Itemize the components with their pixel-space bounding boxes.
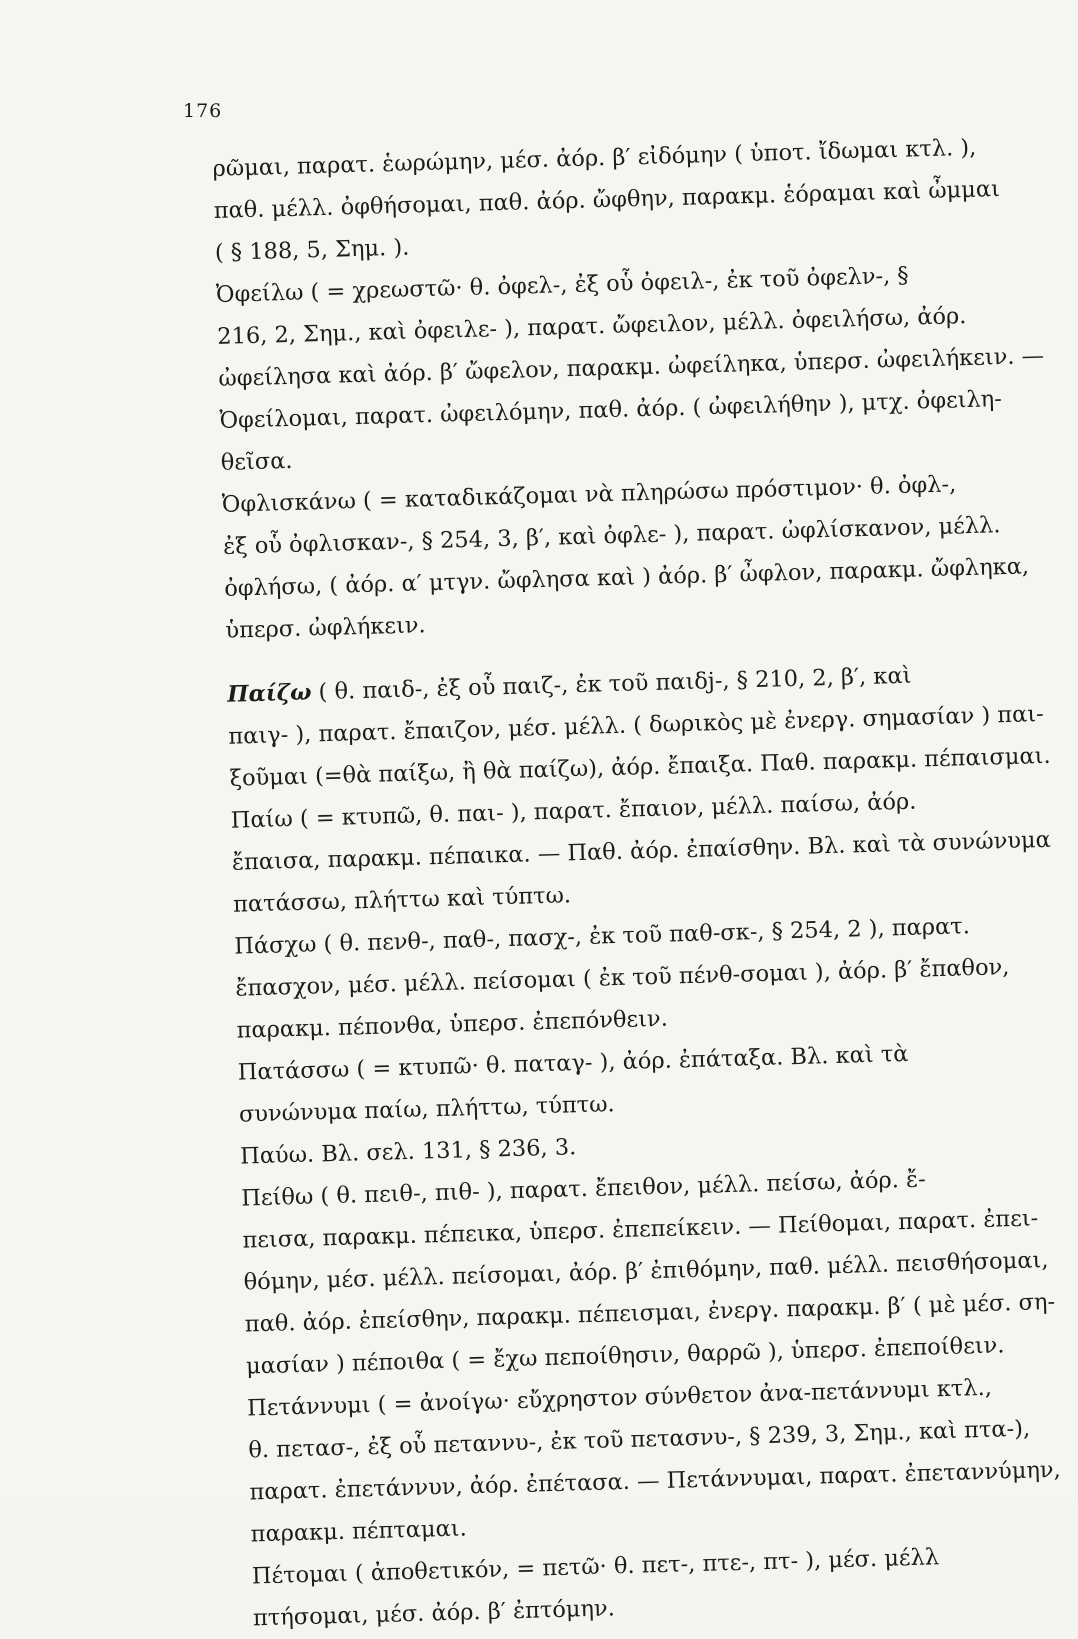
text-line: πτήσομαι, μέσ. ἀόρ. β′ ἐπτόμην. (252, 1595, 616, 1632)
text-line: ἐξ οὗ ὀφλισκαν-, § 254, 3, β′, καὶ ὀφλε- ), παρατ. ὠφλίσκανον, μέλλ. (222, 512, 1001, 560)
text-line: παιγ- ), παρατ. ἔπαιζον, μέσ. μέλλ. ( δωρικὸς μὲ ἐνεργ. σημασίαν ) παι- (228, 701, 1045, 750)
text-line: Παίω ( = κτυπῶ, θ. παι- ), παρατ. ἔπαιον, μέλλ. παίσω, ἀόρ. (230, 788, 917, 834)
text-line: Πείθω ( θ. πειθ-, πιθ- ), παρατ. ἔπειθον, μέλλ. πείσω, ἀόρ. ἔ- (240, 1166, 926, 1212)
text-line: ἔπαισα, παρακμ. πέπαικα. — Παθ. ἀόρ. ἐπαίσθην. Βλ. καὶ τὰ συνώνυμα (231, 826, 1052, 876)
text-line: ὑπερσ. ὠφλήκειν. (225, 612, 427, 644)
text-line: Ὀφείλω ( = χρεωστῶ· θ. ὀφελ-, ἐξ οὗ ὀφειλ-, ἐκ τοῦ ὀφελν-, § (215, 262, 909, 308)
text-line: Πατάσσω ( = κτυπῶ· θ. παταγ- ), ἀόρ. ἐπάταξα. Βλ. καὶ τὰ (237, 1040, 909, 1086)
text-line: παρατ. ἐπετάννυν, ἀόρ. ἐπέτασα. — Πετάννυμαι, παρατ. ἐπεταννύμην, (249, 1456, 1062, 1506)
text-line: παθ. μέλλ. ὀφθήσομαι, παθ. ἀόρ. ὤφθην, παρακμ. ἑόραμαι καὶ ὦμμαι (213, 176, 1001, 224)
text-line: παρακμ. πέπταμαι. (250, 1515, 468, 1548)
text-line: ὀφλήσω, ( ἀόρ. α′ μτγν. ὤφλησα καὶ ) ἀόρ. β′ ὦφλον, παρακμ. ὤφληκα, (223, 553, 1030, 602)
text-line: Ὀφείλομαι, παρατ. ὠφειλόμην, παθ. ἀόρ. ( ὠφειλήθην ), μτχ. ὀφειλη- (219, 386, 1003, 434)
text-line: ὠφείλησα καὶ ἀόρ. β′ ὤφελον, παρακμ. ὠφείληκα, ὑπερσ. ὠφειλήκειν. — (218, 342, 1045, 392)
text-line: Πάσχω ( θ. πενθ-, παθ-, πασχ-, ἐκ τοῦ παθ-σκ-, § 254, 2 ), παρατ. (233, 913, 971, 960)
text-line: 216, 2, Σημ., καὶ ὀφειλε- ), παρατ. ὤφειλον, μέλλ. ὀφειλήσω, ἀόρ. (216, 303, 967, 350)
text-line: πεισα, παρακμ. πέπεικα, ὑπερσ. ἐπεπείκειν. — Πείθομαι, παρατ. ἐπει- (242, 1205, 1039, 1254)
text-line: Πέτομαι ( ἀποθετικόν, = πετῶ· θ. πετ-, πτε-, πτ- ), μέσ. μέλλ (251, 1544, 940, 1590)
text-line: μασίαν ) πέποιθα ( = ἔχω πεποίθησιν, θαρρῶ ), ὑπερσ. ἐπεποίθειν. (245, 1332, 1005, 1380)
text-line: ἔπασχον, μέσ. μέλλ. πείσομαι ( ἐκ τοῦ πένθ-σομαι ), ἀόρ. β′ ἔπαθον, (235, 954, 1010, 1002)
text-line: παθ. ἀόρ. ἐπείσθην, παρακμ. πέπεισμαι, ἐνεργ. παρακμ. β′ ( μὲ μέσ. ση- (244, 1288, 1056, 1338)
text-line: Παύω. Βλ. σελ. 131, § 236, 3. (239, 1134, 577, 1170)
entry-heading: Παίζω (226, 679, 312, 708)
text-line: Πετάννυμι ( = ἀνοίγω· εὔχρηστον σύνθετον ἀνα-πετάννυμι κτλ., (246, 1374, 993, 1422)
entry-line-text: ( θ. παιδ-, ἐξ οὗ παιζ-, ἐκ τοῦ παιδj-, § 210, 2, β′, καὶ (311, 662, 912, 706)
text-line: ( § 188, 5, Σημ. ). (214, 234, 410, 266)
text-line: ρῶμαι, παρατ. ἑωρώμην, μέσ. ἀόρ. β′ εἰδόμην ( ὑποτ. ἴδωμαι κτλ. ), (212, 134, 977, 182)
text-line: πατάσσω, πλήττω καὶ τύπτω. (232, 882, 572, 918)
text-line: συνώνυμα παίω, πλήττω, τύπτω. (238, 1091, 615, 1128)
text-line: Ὀφλισκάνω ( = καταδικάζομαι νὰ πληρώσω πρόστιμον· θ. ὀφλ-, (221, 471, 957, 518)
text-line: θ. πετασ-, ἐξ οὗ πεταννυ-, ἐκ τοῦ πετασνυ-, § 239, 3, Σημ., καὶ πτα-), (248, 1415, 1031, 1464)
text-line: παρακμ. πέπονθα, ὑπερσ. ἐπεπόνθειν. (236, 1005, 669, 1044)
text-line: ξοῦμαι (=θὰ παίξω, ἢ θὰ παίζω), ἀόρ. ἔπαιξα. Παθ. παρακμ. πέπαισμαι. (229, 742, 1051, 792)
text-line: θεῖσα. (220, 447, 293, 476)
text-line: θόμην, μέσ. μέλλ. πείσομαι, ἀόρ. β′ ἐπιθόμην, παθ. μέλλ. πεισθήσομαι, (243, 1247, 1049, 1296)
dictionary-text (212, 125, 1078, 1639)
page-number: 176 (183, 100, 223, 122)
